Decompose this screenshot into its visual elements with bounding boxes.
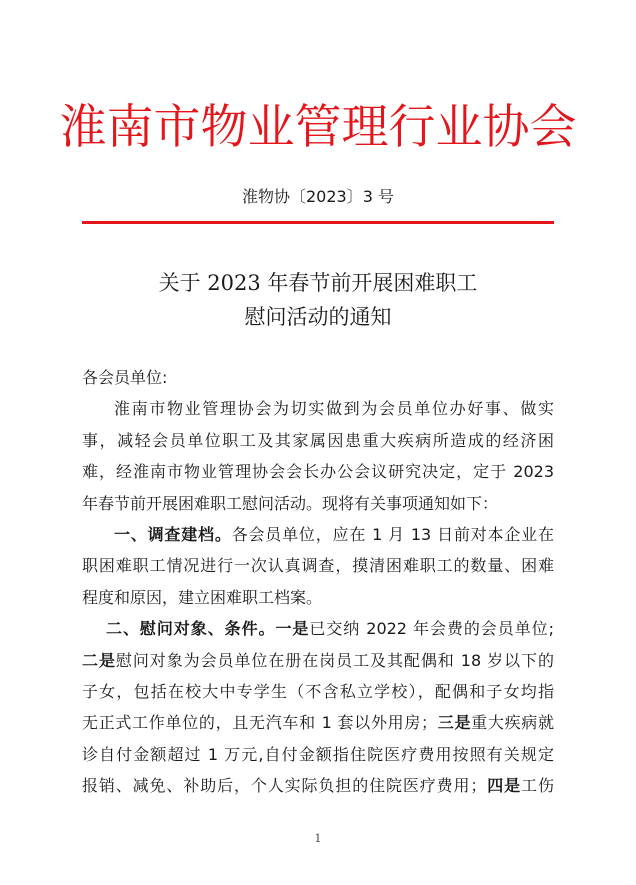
organization-letterhead: 淮南市物业管理行业协会 xyxy=(59,100,577,155)
paragraph-line: 淮南市物业管理协会为切实做到为会员单位办好事、做实 xyxy=(114,399,554,419)
section-2-line xyxy=(82,613,554,644)
notice-title xyxy=(0,266,636,334)
item-marker-three: 三是 xyxy=(437,713,472,733)
section-2-line: 诊自付金额超过 1 万元,自付金额指住院医疗费用按照有关规定 xyxy=(82,744,554,764)
section-1-line: 职困难职工情况进行一次认真调查，摸清困难职工的数量、困难 xyxy=(82,556,554,576)
paragraph-line: 年春节前开展困难职工慰问活动。现将有关事项通知如下： xyxy=(82,493,499,513)
section-2-text: 慰问对象为会员单位在册在岗员工及其配偶和 18 岁以下的 xyxy=(115,650,554,670)
notice-title-line-1: 关于 2023 年春节前开展困难职工 xyxy=(158,271,478,295)
section-2-text: 已交纳 2022 年会费的会员单位; xyxy=(309,619,554,639)
section-1-line xyxy=(82,519,554,550)
page-number: 1 xyxy=(314,832,322,845)
item-marker-one: 一是 xyxy=(275,619,310,639)
document-number: 淮物协〔2023〕3 号 xyxy=(242,187,394,206)
red-divider-line xyxy=(82,221,554,224)
paragraph-line: 事，减轻会员单位职工及其家属因患重大疾病所造成的经济困 xyxy=(82,430,554,450)
notice-title-line-2: 慰问活动的通知 xyxy=(244,305,392,329)
section-2-line xyxy=(82,707,554,738)
paragraph-line: 难，经淮南市物业管理协会会长办公会议研究决定，定于 2023 xyxy=(82,462,554,482)
section-2-heading: 二、慰问对象、条件。 xyxy=(106,619,276,639)
section-2-line xyxy=(82,770,554,801)
salutation: 各会员单位: xyxy=(82,368,168,387)
section-2-text: 无正式工作单位的，且无汽车和 1 套以外用房； xyxy=(82,713,438,733)
section-2-text: 工伤 xyxy=(521,776,554,796)
section-2-text: 报销、减免、补助后，个人实际负担的住院医疗费用； xyxy=(82,776,487,796)
notice-body xyxy=(82,362,554,801)
section-1-line: 程度和原因，建立困难职工档案。 xyxy=(82,587,323,607)
section-2-line xyxy=(82,645,554,676)
item-marker-four: 四是 xyxy=(486,776,522,796)
section-1-text: 各会员单位，应在 1 月 13 日前对本企业在 xyxy=(231,524,554,544)
section-2-line: 子女，包括在校大中专学生（不含私立学校），配偶和子女均指 xyxy=(82,681,554,701)
item-marker-two: 二是 xyxy=(82,650,116,670)
section-1-heading: 一、调查建档。 xyxy=(114,524,232,544)
section-2-text: 重大疾病就 xyxy=(471,713,554,733)
